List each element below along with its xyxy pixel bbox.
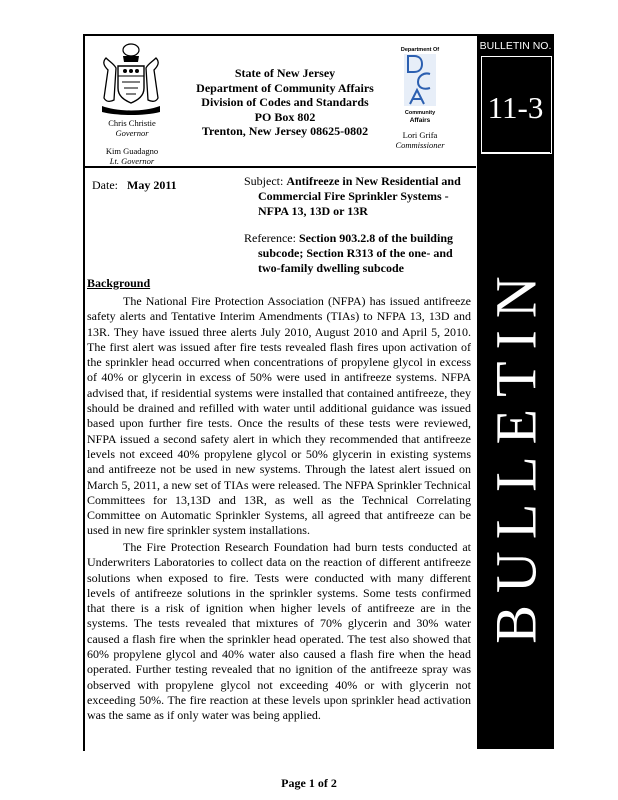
paragraph-text: The Fire Protection Research Foundation had burn tests conducted at Underwriters Laboratories to collect data on the reaction of different antifreeze solutions when exposed to fire. Tests were conducted with many different levels of antifreeze solutions in the sprinkler systems. Some tests confirmed that there is a risk of ignition when higher levels of antifreeze are in the systems. The tests revealed that mixtures of 70% glycerin and 30% water caused a flash fire when the sprinkler head operated. The test also showed that 60% propylene glycol and 40% water also caused a flash fire when the head operated. Further testing revealed that no ignition of the antifreeze spray was observed with propylene glycol not exceeding 40% or with glycerin not exceeding 50%. The fire reaction at these levels upon sprinkler head activation was the same as if only water was being applied. — [87, 540, 471, 723]
subject-line: Commercial Fire Sprinkler Systems - — [258, 189, 449, 203]
governor-name: Chris Christie — [108, 118, 156, 128]
lt-governor-name: Kim Guadagno — [105, 146, 159, 156]
bulletin-number: 11-3 — [487, 90, 544, 125]
svg-text:Affairs: Affairs — [409, 117, 431, 124]
svg-text:Department Of: Department Of — [400, 47, 440, 53]
subject-line: Antifreeze in New Residential and — [286, 174, 461, 188]
subject-line: NFPA 13, 13D or 13R — [258, 204, 368, 218]
paragraph-text: The National Fire Protection Association (NFPA) has issued antifreeze safety alerts and Tentative Interim Amendments (TIAs) to NFPA 13, 13D and 13R. They have issued three alerts July 2010, August 2010 and April 5, 2010. The first alert was issued after fire tests revealed flash fires upon activation of the sprinkler head occurred when concentrations of propylene glycol in excess of 40% or glycerin in excess of 50% were used in antifreeze systems. NFPA advised that, if residential systems were installed that contained antifreeze, they should be drained and refilled with water until additional guidance was issued based upon further fire tests. Once the results of these tests were reviewed, NFPA issued a second safety alert in which they recommended that antifreeze levels not exceed 40% propylene glycol or 50% glycerin in existing systems and antifreeze not be used in new systems. Through the latest alert issued on March 5, 2011, a new set of TIAs were released. The NFPA Sprinkler Technical Committees for 13,13D and 13R, as well as the Technical Correlating Committee on Automatic Sprinkler Systems, all agreed that antifreeze can be used in new fire sprinkler system installations. — [87, 294, 471, 538]
date-value: May 2011 — [127, 178, 177, 192]
reference-line: Section 903.2.8 of the building — [298, 231, 453, 245]
reference-label: Reference: — [244, 231, 296, 245]
commissioner-role: Commissioner — [395, 140, 445, 150]
commissioner-block — [390, 130, 450, 150]
paragraph-1 — [87, 294, 471, 539]
header-rule — [84, 166, 476, 168]
nj-state-seal-icon — [98, 40, 164, 116]
sidebar-divider — [481, 152, 550, 153]
bulletin-word-text: BULLETIN — [483, 264, 548, 644]
reference-line: two-family dwelling subcode — [258, 261, 405, 275]
reference-line: subcode; Section R313 of the one- and — [258, 246, 453, 260]
dca-logo-icon — [398, 44, 442, 126]
governor-block — [96, 118, 168, 138]
paragraph-2 — [87, 540, 471, 724]
agency-address — [180, 66, 390, 139]
agency-line: Department of Community Affairs — [196, 80, 374, 95]
governor-role: Governor — [115, 128, 149, 138]
agency-line: PO Box 802 — [254, 109, 316, 124]
date-label: Date: — [92, 178, 118, 192]
svg-text:Community: Community — [404, 110, 436, 116]
bulletin-vertical-word — [477, 224, 554, 684]
agency-line: Division of Codes and Standards — [201, 95, 369, 109]
date-line — [92, 178, 177, 193]
page-number: Page 1 of 2 — [281, 776, 337, 790]
subject-label: Subject: — [244, 174, 284, 188]
agency-line: State of New Jersey — [234, 66, 336, 80]
bulletin-sidebar — [477, 34, 554, 749]
section-heading: Background — [87, 276, 151, 290]
agency-line: Trenton, New Jersey 08625-0802 — [201, 124, 369, 138]
lt-governor-block — [96, 146, 168, 166]
subject-block — [244, 174, 480, 276]
commissioner-name: Lori Grifa — [402, 130, 438, 140]
bulletin-no-label: BULLETIN NO. — [479, 40, 552, 52]
lt-governor-role: Lt. Governor — [109, 156, 155, 166]
